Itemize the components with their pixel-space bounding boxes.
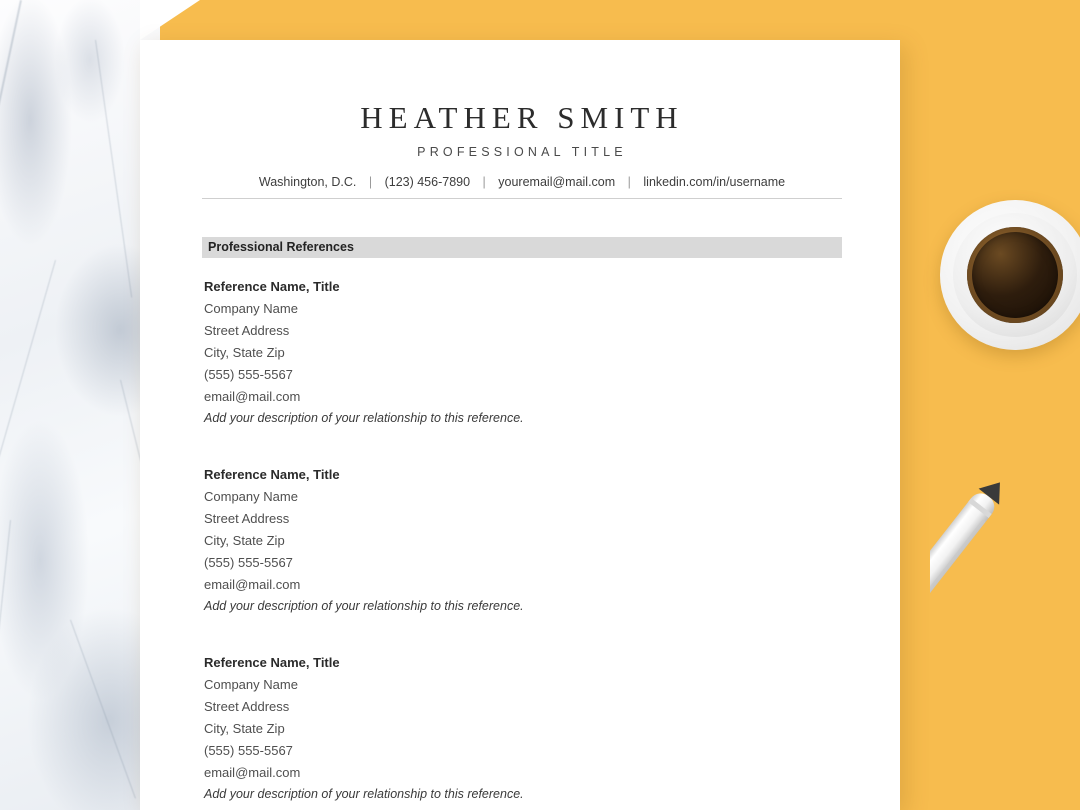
resume-page <box>140 40 900 810</box>
reference-phone: (555) 555-5567 <box>204 743 293 758</box>
reference-name: Reference Name, Title <box>204 467 340 482</box>
contact-email: youremail@mail.com <box>498 175 616 189</box>
reference-phone: (555) 555-5567 <box>204 555 293 570</box>
reference-city: City, State Zip <box>204 345 285 360</box>
reference-company: Company Name <box>204 301 298 316</box>
reference-entry <box>202 655 842 801</box>
contact-separator: | <box>482 175 486 189</box>
marble-surface <box>0 0 160 810</box>
coffee-cup <box>940 200 1080 350</box>
reference-description: Add your description of your relationship to this reference. <box>204 599 524 613</box>
reference-city: City, State Zip <box>204 533 285 548</box>
reference-street: Street Address <box>204 511 290 526</box>
contact-line <box>202 175 842 199</box>
professional-title: PROFESSIONAL TITLE <box>417 145 627 159</box>
reference-email: email@mail.com <box>204 765 301 780</box>
reference-company: Company Name <box>204 677 298 692</box>
reference-street: Street Address <box>204 699 290 714</box>
reference-company: Company Name <box>204 489 298 504</box>
contact-phone: (123) 456-7890 <box>384 175 471 189</box>
coffee-crema <box>967 227 1063 323</box>
reference-description: Add your description of your relationship to this reference. <box>204 787 524 801</box>
reference-description: Add your description of your relationship to this reference. <box>204 411 524 425</box>
contact-location: Washington, D.C. <box>258 175 357 189</box>
reference-entry <box>202 279 842 425</box>
page-title: HEATHER SMITH <box>360 100 684 135</box>
reference-email: email@mail.com <box>204 577 301 592</box>
reference-phone: (555) 555-5567 <box>204 367 293 382</box>
contact-separator: | <box>368 175 373 189</box>
section-header-professional-references: Professional References <box>202 237 842 258</box>
reference-name: Reference Name, Title <box>204 279 340 294</box>
reference-email: email@mail.com <box>204 389 301 404</box>
contact-linkedin: linkedin.com/in/username <box>643 175 786 189</box>
reference-entry <box>202 467 842 613</box>
reference-city: City, State Zip <box>204 721 285 736</box>
reference-street: Street Address <box>204 323 290 338</box>
contact-separator: | <box>627 175 631 189</box>
reference-name: Reference Name, Title <box>204 655 340 670</box>
